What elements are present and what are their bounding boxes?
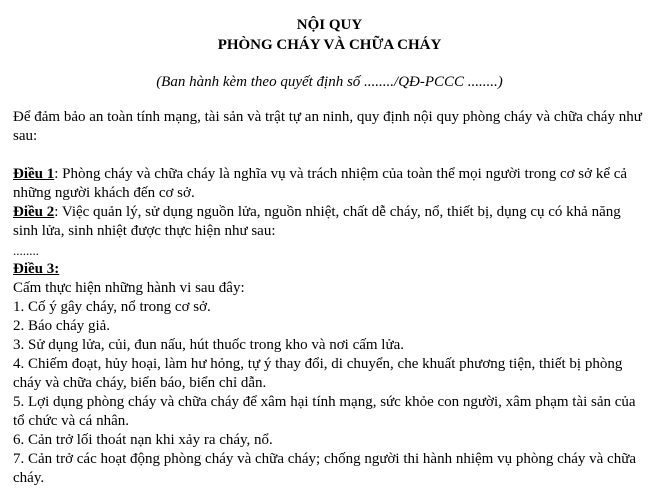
article-3 <box>13 260 643 279</box>
list-item: 4. Chiếm đoạt, hủy hoại, làm hư hỏng, tự ý thay đổi, di chuyển, che khuất phương tiện, thiết bị phòng cháy và chữa cháy, biển báo, biển chỉ dẫn. <box>13 356 623 391</box>
article-3-label: Điều 3: <box>13 261 60 277</box>
ellipsis-line: ........ <box>13 243 39 258</box>
article-3-intro: Cấm thực hiện những hành vi sau đây: <box>13 280 245 296</box>
intro-paragraph: Để đảm bảo an toàn tính mạng, tài sản và trật tự an ninh, quy định nội quy phòng cháy và chữa cháy như sau: <box>13 109 642 144</box>
list-item: 5. Lợi dụng phòng cháy và chữa cháy để xâm hại tính mạng, sức khỏe con người, xâm phạm tài sản của tổ chức và cá nhân. <box>13 394 636 429</box>
list-item: 3. Sử dụng lửa, củi, đun nấu, hút thuốc trong kho và nơi cấm lửa. <box>13 337 405 353</box>
paragraph-spacer <box>13 146 643 165</box>
list-item: 2. Báo cháy giả. <box>13 318 111 334</box>
article-1-label: Điều 1 <box>13 166 55 182</box>
list-item: 6. Cản trở lối thoát nạn khi xảy ra cháy, nổ. <box>13 432 273 448</box>
article-1-text: : Phòng cháy và chữa cháy là nghĩa vụ và trách nhiệm của toàn thể mọi người trong cơ sở kể cả những người khách đến cơ sở. <box>13 166 628 201</box>
document-subtitle: (Ban hành kèm theo quyết định số ......../QĐ-PCCC ........) <box>156 74 503 90</box>
list-item: 1. Cố ý gây cháy, nổ trong cơ sở. <box>13 299 211 315</box>
article-2-text: : Việc quản lý, sử dụng nguồn lửa, nguồn nhiệt, chất dễ cháy, nổ, thiết bị, dụng cụ có khả năng sinh lửa, sinh nhiệt được thực hiện như sau: <box>13 204 621 239</box>
article-1 <box>13 165 643 203</box>
document-body <box>13 108 643 488</box>
document-title-line1: NỘI QUY <box>296 17 363 33</box>
document-title-line2: PHÒNG CHÁY VÀ CHỮA CHÁY <box>217 37 442 53</box>
list-item: 7. Cản trở các hoạt động phòng cháy và chữa cháy; chống người thi hành nhiệm vụ phòng cháy và chữa cháy. <box>13 451 636 486</box>
article-2-label: Điều 2 <box>13 204 55 220</box>
article-2 <box>13 203 643 241</box>
